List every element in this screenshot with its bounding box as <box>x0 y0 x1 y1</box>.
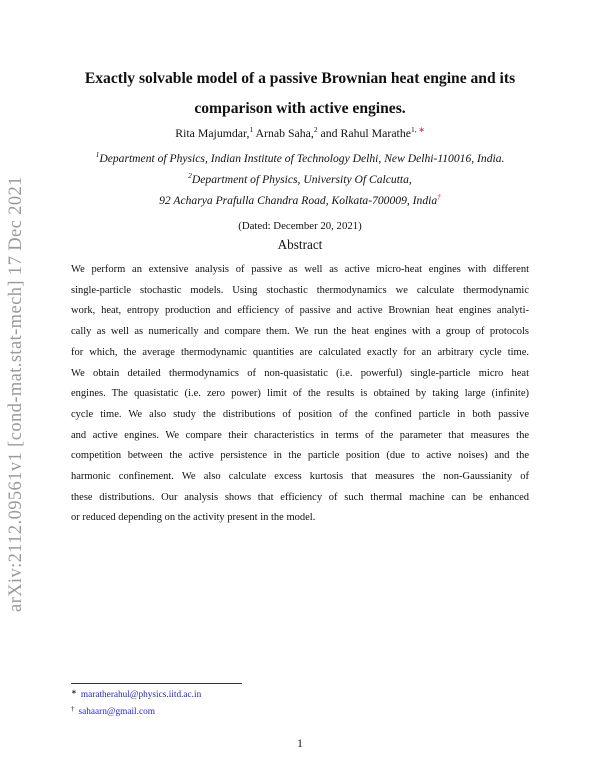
footnote-2-mark: † <box>71 705 75 713</box>
abstract-line: or reduced depending on the activity present in the model. <box>71 512 316 524</box>
affiliation-1-mark: 1 <box>95 150 100 159</box>
abstract-line: for which, the average thermodynamic quantities are calculated exactly for an arbitrary cycle time. <box>71 346 529 358</box>
title-line-2: comparison with active engines. <box>194 100 406 117</box>
affiliation-2 <box>0 173 600 186</box>
title-line-1: Exactly solvable model of a passive Brownian heat engine and its <box>84 70 516 87</box>
abstract-line: We perform an extensive analysis of passive as well as active micro-heat engines with different <box>71 264 529 275</box>
author-3: Rahul Marathe <box>340 126 411 140</box>
affiliation-1 <box>0 152 600 165</box>
footnote-1-email-link[interactable]: maratherahul@physics.iitd.ac.in <box>80 690 202 700</box>
affiliation-2-address <box>0 194 600 207</box>
page-number: 1 <box>297 738 303 750</box>
author-2-affil: 2 <box>313 125 318 134</box>
abstract-line: harmonic confinement. We also calculate excess kurtosis that measures the non-Gaussianity of <box>71 471 529 483</box>
author-2: Arnab Saha, <box>255 126 314 140</box>
abstract-line: and active engines. We compare their characteristics in terms of the parameter that measures the <box>71 429 529 441</box>
abstract-line: work, heat, entropy production and efficiency of passive and active Brownian heat engines analyti- <box>71 305 529 317</box>
abstract-line: these distributions. Our analysis shows that efficiency of such thermal machine can be enhanced <box>71 491 529 503</box>
affiliation-2-mark: 2 <box>188 171 192 180</box>
affiliation-2-text: Department of Physics, University Of Calcutta, <box>191 173 412 186</box>
abstract-line: engines. The quasistatic (i.e. zero power) limit of the results is obtained by taking large (infinite) <box>71 388 529 400</box>
author-1-affil: 1 <box>249 125 254 134</box>
abstract-line: We obtain detailed thermodynamics of non-quasistatic (i.e. powerful) single-particle micro heat <box>71 367 529 379</box>
affiliation-2-address-text: 92 Acharya Prafulla Chandra Road, Kolkata-700009, India <box>159 194 438 207</box>
footnote-divider <box>71 683 242 684</box>
footnote-2 <box>71 705 155 717</box>
author-1: Rita Majumdar, <box>175 126 250 140</box>
abstract-line: cally as well as numerically and compare them. We run the heat engines with a group of protocols <box>71 326 529 338</box>
corresponding-author-link[interactable]: ∗ <box>418 125 425 134</box>
abstract-line: single-particle stochastic models. Using stochastic thermodynamics we calculate thermodynamic <box>71 284 529 296</box>
abstract-body <box>71 260 529 529</box>
dated-line: (Dated: December 20, 2021) <box>238 220 362 232</box>
author-list <box>0 126 600 141</box>
abstract-heading: Abstract <box>277 237 323 252</box>
second-author-footnote-link[interactable]: † <box>437 192 441 201</box>
footnote-1-mark: ∗ <box>71 688 77 696</box>
affiliation-1-text: Department of Physics, Indian Institute of Technology Delhi, New Delhi-110016, India. <box>99 152 505 165</box>
arxiv-side-label: arXiv:2112.09561v1 [cond-mat.stat-mech] 17 Dec 2021 <box>6 176 26 612</box>
author-conjunction: and <box>320 126 338 140</box>
abstract-line: competition between the active persistence in the particle position (due to active noises) and the <box>71 450 529 462</box>
author-3-affil <box>411 125 425 134</box>
footnote-2-email-link[interactable]: sahaarn@gmail.com <box>78 707 155 717</box>
abstract-line: cycle time. We also study the distributions of position of the confined particle in both passive <box>71 408 529 420</box>
footnote-1 <box>71 688 201 700</box>
author-3-affil-num: 1, <box>410 125 417 134</box>
paper-title <box>60 64 540 124</box>
